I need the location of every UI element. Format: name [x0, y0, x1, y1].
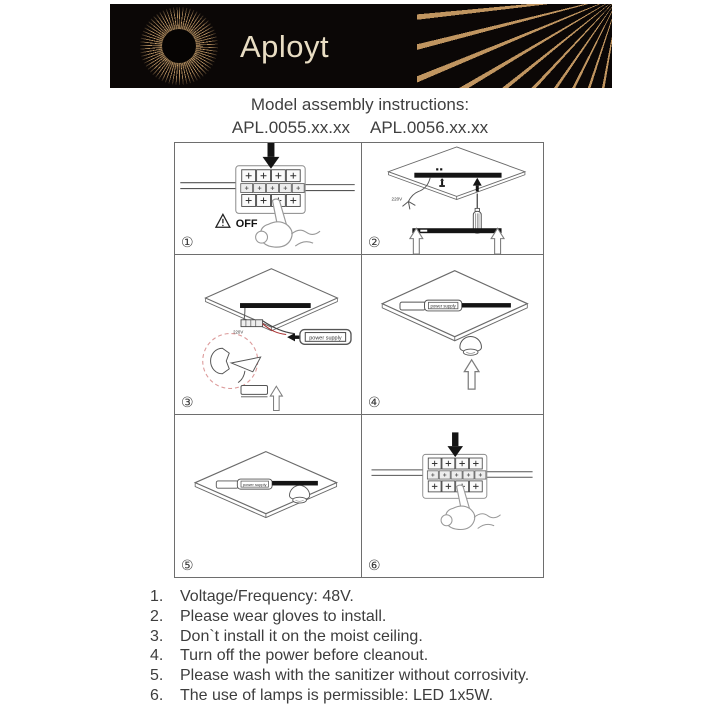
terminal-wiring-diagram: [362, 415, 543, 577]
assembly-step-2: [362, 143, 543, 255]
step-number: ③: [181, 395, 194, 411]
instructions-list: [150, 587, 610, 706]
step-number: ①: [181, 235, 194, 251]
off-label: OFF: [235, 218, 258, 231]
model-number-2: APL.0056.xx.xx: [370, 118, 489, 137]
ceiling-panel: [205, 269, 337, 331]
sunburst-logo-icon: [140, 7, 218, 85]
page-title: Model assembly instructions:: [250, 95, 470, 114]
instruction-number: 2.: [150, 607, 164, 625]
instruction-number: 3.: [150, 627, 164, 645]
mains-voltage-label: 220V: [391, 196, 403, 202]
instruction-item: [150, 607, 610, 627]
cover-part: [241, 386, 268, 397]
fixture-bar: [240, 303, 311, 308]
instruction-text: Don`t install it on the moist ceiling.: [180, 627, 423, 645]
assembly-step-6: [362, 415, 543, 577]
brand-banner: [110, 4, 612, 88]
mounting-bar: [414, 173, 501, 178]
model-numbers: [0, 118, 720, 138]
power-supply-label: power supply: [430, 303, 456, 309]
instruction-text: Turn off the power before cleanout.: [180, 647, 429, 665]
assembly-step-5: [175, 415, 362, 577]
instruction-number: 1.: [150, 588, 164, 605]
power-supply-label: power supply: [242, 482, 267, 488]
dome-lamp: [290, 485, 310, 503]
screwdriver-icon: [473, 194, 481, 234]
power-supply-label: power supply: [309, 335, 342, 342]
instruction-number: 4.: [150, 647, 164, 665]
instruction-item: [150, 587, 610, 607]
instruction-text: The use of lamps is permissible: LED 1x5W.: [180, 686, 494, 704]
up-arrow-icon: [270, 386, 282, 410]
driver-box: [400, 302, 426, 310]
assembly-step-3: [175, 255, 362, 415]
instruction-text: Please wear gloves to install.: [180, 607, 387, 625]
brand-name: Aployt: [240, 29, 330, 64]
bracket-mounting-diagram: [362, 143, 543, 254]
instruction-number: 5.: [150, 667, 164, 685]
corner-rays-icon: [417, 4, 612, 88]
assembly-grid: [174, 142, 544, 578]
mains-voltage-label: 220V: [233, 329, 244, 335]
instruction-item: [150, 627, 610, 647]
assembled-fixture-diagram: [175, 415, 361, 577]
lamp-attachment-diagram: [362, 255, 543, 414]
instruction-item: [150, 686, 610, 706]
fixture-bar: [462, 303, 511, 307]
power-supply-connection-diagram: [175, 255, 361, 414]
model-number-1: APL.0055.xx.xx: [231, 118, 350, 137]
instruction-text: Please wash with the sanitizer without corrosivity.: [180, 667, 530, 685]
step-number: ⑤: [181, 558, 194, 574]
instruction-item: [150, 646, 610, 666]
up-arrow-icon: [464, 360, 479, 389]
instruction-text: Voltage/Frequency: 48V.: [180, 588, 354, 605]
terminal-block: [180, 143, 354, 247]
terminal-wiring-off-diagram: [175, 143, 361, 254]
wire-connector: [241, 320, 263, 327]
warning-triangle-icon: [216, 214, 230, 227]
assembly-step-1: [175, 143, 362, 255]
assembly-step-4: [362, 255, 543, 415]
instruction-number: 6.: [150, 686, 164, 704]
magnified-lock-detail: [203, 334, 261, 389]
dome-lamp: [460, 336, 482, 355]
instruction-item: [150, 666, 610, 686]
fixture-bar: [272, 481, 318, 486]
driver-box: [216, 481, 238, 488]
step-number: ⑥: [368, 558, 381, 574]
step-number: ②: [368, 235, 381, 251]
terminal-block: [372, 432, 533, 529]
step-number: ④: [368, 395, 381, 411]
